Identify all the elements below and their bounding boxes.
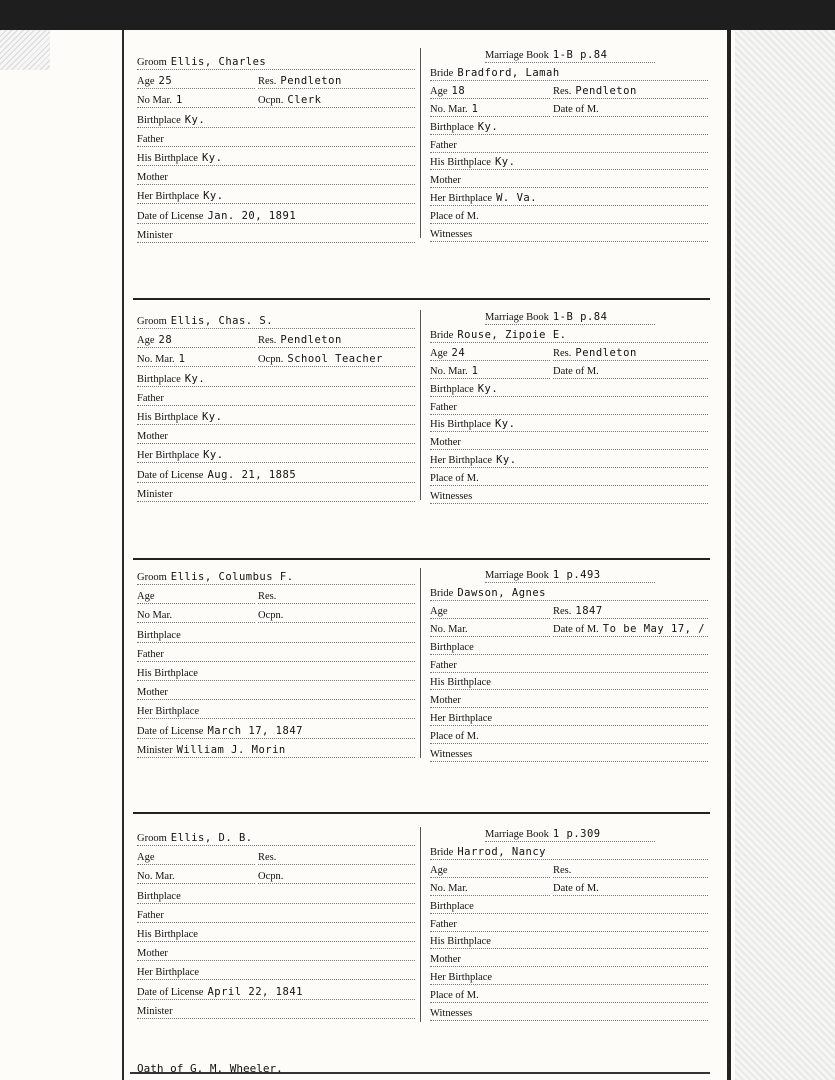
groom-mother-label: Mother xyxy=(137,948,168,960)
groom-her-birthplace-field xyxy=(137,189,415,204)
bride-mother-label: Mother xyxy=(430,695,461,707)
bride-date-of-m-field xyxy=(553,881,708,896)
bride-her-birthplace-value: Ky. xyxy=(496,454,517,467)
groom-father-field xyxy=(137,647,415,662)
bride-bride-field xyxy=(430,66,708,81)
bride-place-of-m-label: Place of M. xyxy=(430,731,479,743)
groom-minister-label: Minister xyxy=(137,1005,173,1017)
groom-ocpn-field xyxy=(258,608,415,623)
groom-her-birthplace-field xyxy=(137,704,415,719)
groom-ocpn-field xyxy=(258,93,415,108)
bride-place-of-m-field xyxy=(430,729,708,744)
bride-date-of-m-value: To be May 17, / xyxy=(602,622,706,635)
bride-age-label: Age xyxy=(430,864,448,876)
groom-date-of-license-value: Jan. 20, 1891 xyxy=(207,209,297,222)
bride-age-label: Age xyxy=(430,85,448,97)
bride-res-label: Res. xyxy=(553,605,572,617)
bride-age-label: Age xyxy=(430,605,448,617)
groom-minister-label: Minister xyxy=(137,229,173,241)
bride-date-of-m-field xyxy=(553,364,708,379)
groom-date-of-license-field xyxy=(137,468,415,483)
groom-his-birthplace-field xyxy=(137,927,415,942)
bride-res-field xyxy=(553,863,708,878)
bride-no-mar-field xyxy=(430,881,550,896)
bride-marriage-book-label: Marriage Book xyxy=(485,570,549,581)
oath-note: Oath of G. M. Wheeler. xyxy=(137,1062,283,1076)
groom-her-birthplace-label: Her Birthplace xyxy=(137,967,200,979)
bride-date-of-m-label: Date of M. xyxy=(553,882,599,894)
groom-no-mar-label: No Mar. xyxy=(137,95,172,107)
groom-ocpn-field xyxy=(258,869,415,884)
bride-father-field xyxy=(430,917,708,932)
column-divider xyxy=(420,310,421,500)
bride-bride-value: Dawson, Agnes xyxy=(457,586,547,599)
groom-his-birthplace-field xyxy=(137,666,415,681)
groom-no-mar-field xyxy=(137,352,255,367)
groom-his-birthplace-field xyxy=(137,410,415,425)
bride-no-mar-field xyxy=(430,622,550,637)
bride-witnesses-label: Witnesses xyxy=(430,1008,473,1019)
groom-ocpn-value: School Teacher xyxy=(287,353,383,366)
bride-bride-label: Bride xyxy=(430,67,454,79)
groom-minister-value: William J. Morin xyxy=(176,743,286,756)
bride-father-field xyxy=(430,138,708,153)
groom-birthplace-field xyxy=(137,372,415,387)
groom-father-label: Father xyxy=(137,392,164,404)
bride-witnesses-label: Witnesses xyxy=(430,749,473,760)
groom-age-field xyxy=(137,333,255,348)
groom-minister-field xyxy=(137,1004,415,1019)
groom-his-birthplace-value: Ky. xyxy=(201,152,223,164)
bride-birthplace-field xyxy=(430,640,708,655)
bride-bride-value: Rouse, Zipoie E. xyxy=(457,328,567,341)
bride-her-birthplace-field xyxy=(430,711,708,726)
bride-marriage-book-field xyxy=(485,48,655,63)
groom-birthplace-label: Birthplace xyxy=(137,629,181,641)
groom-no-mar-label: No. Mar. xyxy=(137,354,175,366)
scan-top-border xyxy=(0,0,835,30)
bride-no-mar-field xyxy=(430,102,550,117)
bride-marriage-book-value: 1 p.309 xyxy=(552,828,601,840)
bride-place-of-m-field xyxy=(430,471,708,486)
bride-bride-label: Bride xyxy=(430,587,454,599)
groom-date-of-license-label: Date of License xyxy=(137,210,204,222)
groom-groom-value: Ellis, Columbus F. xyxy=(170,571,294,583)
groom-father-field xyxy=(137,391,415,406)
bride-father-label: Father xyxy=(430,918,457,930)
bride-date-of-m-label: Date of M. xyxy=(553,103,599,115)
bride-his-birthplace-label: His Birthplace xyxy=(430,936,491,948)
bride-birthplace-label: Birthplace xyxy=(430,383,474,395)
groom-minister-label: Minister xyxy=(137,488,173,500)
bride-mother-field xyxy=(430,173,708,188)
groom-res-field xyxy=(258,850,415,865)
groom-his-birthplace-label: His Birthplace xyxy=(137,153,198,164)
page-left-edge xyxy=(122,30,124,1080)
groom-mother-label: Mother xyxy=(137,172,168,184)
groom-father-label: Father xyxy=(137,133,164,145)
bride-her-birthplace-field xyxy=(430,191,708,206)
groom-mother-field xyxy=(137,946,415,961)
bride-birthplace-label: Birthplace xyxy=(430,900,474,912)
bride-his-birthplace-value: Ky. xyxy=(494,418,516,431)
groom-birthplace-label: Birthplace xyxy=(137,890,181,902)
groom-date-of-license-label: Date of License xyxy=(137,469,204,481)
bride-father-field xyxy=(430,658,708,673)
groom-his-birthplace-label: His Birthplace xyxy=(137,668,198,679)
groom-his-birthplace-value: Ky. xyxy=(201,411,223,423)
bride-date-of-m-field xyxy=(553,102,708,117)
bride-bride-field xyxy=(430,328,708,343)
bride-father-label: Father xyxy=(430,401,457,413)
groom-no-mar-label: No Mar. xyxy=(137,610,172,622)
bride-no-mar-field xyxy=(430,364,550,379)
bride-his-birthplace-label: His Birthplace xyxy=(430,677,491,689)
bride-birthplace-value: Ky. xyxy=(477,382,499,395)
bride-date-of-m-label: Date of M. xyxy=(553,623,599,635)
groom-res-label: Res. xyxy=(258,335,277,347)
groom-groom-label: Groom xyxy=(137,57,167,68)
groom-father-label: Father xyxy=(137,648,164,660)
groom-groom-field xyxy=(137,55,415,70)
bride-her-birthplace-field xyxy=(430,970,708,985)
groom-birthplace-field xyxy=(137,113,415,128)
bride-father-label: Father xyxy=(430,659,457,671)
bride-his-birthplace-field xyxy=(430,155,708,170)
bride-res-label: Res. xyxy=(553,85,572,97)
groom-ocpn-field xyxy=(258,352,415,367)
bride-mother-field xyxy=(430,952,708,967)
groom-ocpn-label: Ocpn. xyxy=(258,354,284,366)
groom-no-mar-field xyxy=(137,93,255,108)
groom-groom-label: Groom xyxy=(137,572,167,583)
scan-noise xyxy=(0,30,50,70)
groom-ocpn-label: Ocpn. xyxy=(258,610,284,622)
bride-mother-label: Mother xyxy=(430,954,461,966)
bride-father-label: Father xyxy=(430,139,457,151)
groom-birthplace-value: Ky. xyxy=(184,372,206,385)
groom-age-label: Age xyxy=(137,335,155,347)
groom-father-label: Father xyxy=(137,909,164,921)
groom-date-of-license-value: Aug. 21, 1885 xyxy=(207,468,297,481)
bride-marriage-book-field xyxy=(485,568,655,583)
bride-birthplace-field xyxy=(430,899,708,914)
bride-bride-value: Bradford, Lamah xyxy=(457,66,560,79)
column-divider xyxy=(420,48,421,238)
bride-res-value: 1847 xyxy=(575,604,603,617)
groom-age-label: Age xyxy=(137,76,155,88)
groom-her-birthplace-value: Ky. xyxy=(203,449,224,462)
groom-birthplace-label: Birthplace xyxy=(137,114,181,126)
bride-age-field xyxy=(430,604,550,619)
groom-minister-label: Minister xyxy=(137,744,173,756)
bride-date-of-m-field xyxy=(553,622,708,637)
bride-witnesses-label: Witnesses xyxy=(430,229,473,240)
groom-ocpn-label: Ocpn. xyxy=(258,95,284,107)
record-separator xyxy=(133,558,710,560)
bride-birthplace-field xyxy=(430,382,708,397)
groom-res-field xyxy=(258,333,415,348)
bride-no-mar-label: No. Mar. xyxy=(430,882,468,894)
bride-place-of-m-label: Place of M. xyxy=(430,473,479,485)
bride-his-birthplace-field xyxy=(430,417,708,432)
groom-no-mar-value: 1 xyxy=(178,353,186,366)
groom-mother-label: Mother xyxy=(137,431,168,443)
bride-marriage-book-value: 1-B p.84 xyxy=(552,311,608,323)
groom-mother-field xyxy=(137,170,415,185)
bride-no-mar-label: No. Mar. xyxy=(430,103,468,115)
bride-bride-field xyxy=(430,586,708,601)
bride-birthplace-field xyxy=(430,120,708,135)
column-divider xyxy=(420,568,421,758)
bride-no-mar-value: 1 xyxy=(471,102,479,115)
groom-ocpn-label: Ocpn. xyxy=(258,871,284,883)
scan-right-margin xyxy=(735,30,835,1080)
bride-res-field xyxy=(553,84,708,99)
groom-her-birthplace-label: Her Birthplace xyxy=(137,450,200,462)
bride-date-of-m-label: Date of M. xyxy=(553,365,599,377)
bride-birthplace-label: Birthplace xyxy=(430,641,474,653)
groom-mother-field xyxy=(137,429,415,444)
groom-her-birthplace-value: Ky. xyxy=(203,190,224,203)
groom-no-mar-value: 1 xyxy=(176,94,183,107)
groom-father-field xyxy=(137,908,415,923)
bride-place-of-m-label: Place of M. xyxy=(430,990,479,1002)
groom-groom-field xyxy=(137,831,415,846)
groom-minister-field xyxy=(137,487,415,502)
bride-bride-label: Bride xyxy=(430,329,454,341)
groom-his-birthplace-field xyxy=(137,151,415,166)
bride-marriage-book-value: 1 p.493 xyxy=(552,569,601,581)
bride-witnesses-field xyxy=(430,1006,708,1021)
groom-age-field xyxy=(137,850,255,865)
groom-no-mar-label: No. Mar. xyxy=(137,871,175,883)
bride-mother-label: Mother xyxy=(430,437,461,449)
bride-father-field xyxy=(430,400,708,415)
bride-res-field xyxy=(553,346,708,361)
groom-groom-label: Groom xyxy=(137,833,167,844)
groom-groom-value: Ellis, D. B. xyxy=(170,832,253,844)
groom-his-birthplace-label: His Birthplace xyxy=(137,929,198,940)
bride-res-label: Res. xyxy=(553,347,572,359)
bride-birthplace-label: Birthplace xyxy=(430,121,474,133)
groom-no-mar-field xyxy=(137,869,255,884)
groom-date-of-license-field xyxy=(137,985,415,1000)
groom-date-of-license-value: April 22, 1841 xyxy=(207,985,303,998)
bride-witnesses-label: Witnesses xyxy=(430,491,473,502)
bride-witnesses-field xyxy=(430,747,708,762)
groom-birthplace-label: Birthplace xyxy=(137,373,181,385)
groom-date-of-license-value: March 17, 1847 xyxy=(207,724,303,737)
bride-no-mar-label: No. Mar. xyxy=(430,623,468,635)
groom-no-mar-field xyxy=(137,608,255,623)
groom-minister-field xyxy=(137,743,415,758)
bride-res-label: Res. xyxy=(553,864,572,876)
bride-her-birthplace-field xyxy=(430,453,708,468)
bride-place-of-m-field xyxy=(430,209,708,224)
bride-marriage-book-label: Marriage Book xyxy=(485,829,549,840)
groom-date-of-license-label: Date of License xyxy=(137,986,204,998)
bride-no-mar-label: No. Mar. xyxy=(430,365,468,377)
bride-age-value: 18 xyxy=(451,84,466,97)
groom-birthplace-field xyxy=(137,628,415,643)
bride-mother-field xyxy=(430,435,708,450)
bride-his-birthplace-label: His Birthplace xyxy=(430,157,491,169)
record-separator xyxy=(133,812,710,814)
bride-birthplace-value: Ky. xyxy=(477,120,499,133)
bride-witnesses-field xyxy=(430,227,708,242)
groom-her-birthplace-label: Her Birthplace xyxy=(137,191,200,203)
groom-res-field xyxy=(258,589,415,604)
groom-age-label: Age xyxy=(137,591,155,603)
bride-her-birthplace-label: Her Birthplace xyxy=(430,455,493,467)
groom-groom-value: Ellis, Chas. S. xyxy=(170,315,274,327)
bride-his-birthplace-field xyxy=(430,675,708,690)
groom-age-label: Age xyxy=(137,852,155,864)
groom-age-value: 25 xyxy=(158,75,173,88)
groom-res-label: Res. xyxy=(258,76,277,88)
groom-groom-field xyxy=(137,314,415,329)
groom-age-field xyxy=(137,589,255,604)
bride-res-value: Pendleton xyxy=(575,84,637,97)
bride-marriage-book-field xyxy=(485,310,655,325)
record-separator xyxy=(133,298,710,300)
bride-his-birthplace-value: Ky. xyxy=(494,156,516,169)
bride-her-birthplace-label: Her Birthplace xyxy=(430,972,493,984)
bride-marriage-book-label: Marriage Book xyxy=(485,50,549,61)
groom-res-label: Res. xyxy=(258,852,277,864)
bride-age-field xyxy=(430,863,550,878)
groom-res-value: Pendleton xyxy=(280,334,342,347)
bride-her-birthplace-label: Her Birthplace xyxy=(430,713,493,725)
groom-mother-field xyxy=(137,685,415,700)
groom-res-value: Pendleton xyxy=(280,75,342,88)
groom-ocpn-value: Clerk xyxy=(287,94,322,107)
groom-date-of-license-label: Date of License xyxy=(137,725,204,737)
groom-birthplace-field xyxy=(137,889,415,904)
bride-bride-field xyxy=(430,845,708,860)
groom-mother-label: Mother xyxy=(137,687,168,699)
groom-father-field xyxy=(137,132,415,147)
bride-age-value: 24 xyxy=(451,346,466,359)
column-divider xyxy=(420,827,421,1022)
groom-minister-field xyxy=(137,228,415,243)
bride-place-of-m-label: Place of M. xyxy=(430,211,479,223)
bride-mother-label: Mother xyxy=(430,175,461,187)
bride-marriage-book-field xyxy=(485,827,655,842)
groom-res-label: Res. xyxy=(258,591,277,603)
bride-age-field xyxy=(430,84,550,99)
bride-his-birthplace-label: His Birthplace xyxy=(430,419,491,431)
groom-age-field xyxy=(137,74,255,89)
bride-place-of-m-field xyxy=(430,988,708,1003)
bride-age-label: Age xyxy=(430,347,448,359)
groom-birthplace-value: Ky. xyxy=(184,113,206,126)
bride-res-value: Pendleton xyxy=(575,346,637,359)
groom-groom-value: Ellis, Charles xyxy=(170,56,267,68)
bride-bride-label: Bride xyxy=(430,846,454,858)
bride-no-mar-value: 1 xyxy=(471,364,479,377)
groom-her-birthplace-field xyxy=(137,965,415,980)
groom-groom-label: Groom xyxy=(137,316,167,327)
bride-his-birthplace-field xyxy=(430,934,708,949)
page-right-edge xyxy=(727,30,731,1080)
groom-her-birthplace-label: Her Birthplace xyxy=(137,706,200,718)
groom-date-of-license-field xyxy=(137,724,415,739)
bride-age-field xyxy=(430,346,550,361)
bride-marriage-book-label: Marriage Book xyxy=(485,312,549,323)
bride-bride-value: Harrod, Nancy xyxy=(457,845,547,858)
bride-her-birthplace-value: W. Va. xyxy=(496,192,538,205)
groom-her-birthplace-field xyxy=(137,448,415,463)
groom-his-birthplace-label: His Birthplace xyxy=(137,412,198,423)
bride-her-birthplace-label: Her Birthplace xyxy=(430,193,493,205)
groom-res-field xyxy=(258,74,415,89)
groom-age-value: 28 xyxy=(158,334,173,347)
bride-witnesses-field xyxy=(430,489,708,504)
groom-date-of-license-field xyxy=(137,209,415,224)
bride-mother-field xyxy=(430,693,708,708)
groom-groom-field xyxy=(137,570,415,585)
bride-marriage-book-value: 1-B p.84 xyxy=(552,49,608,61)
bride-res-field xyxy=(553,604,708,619)
